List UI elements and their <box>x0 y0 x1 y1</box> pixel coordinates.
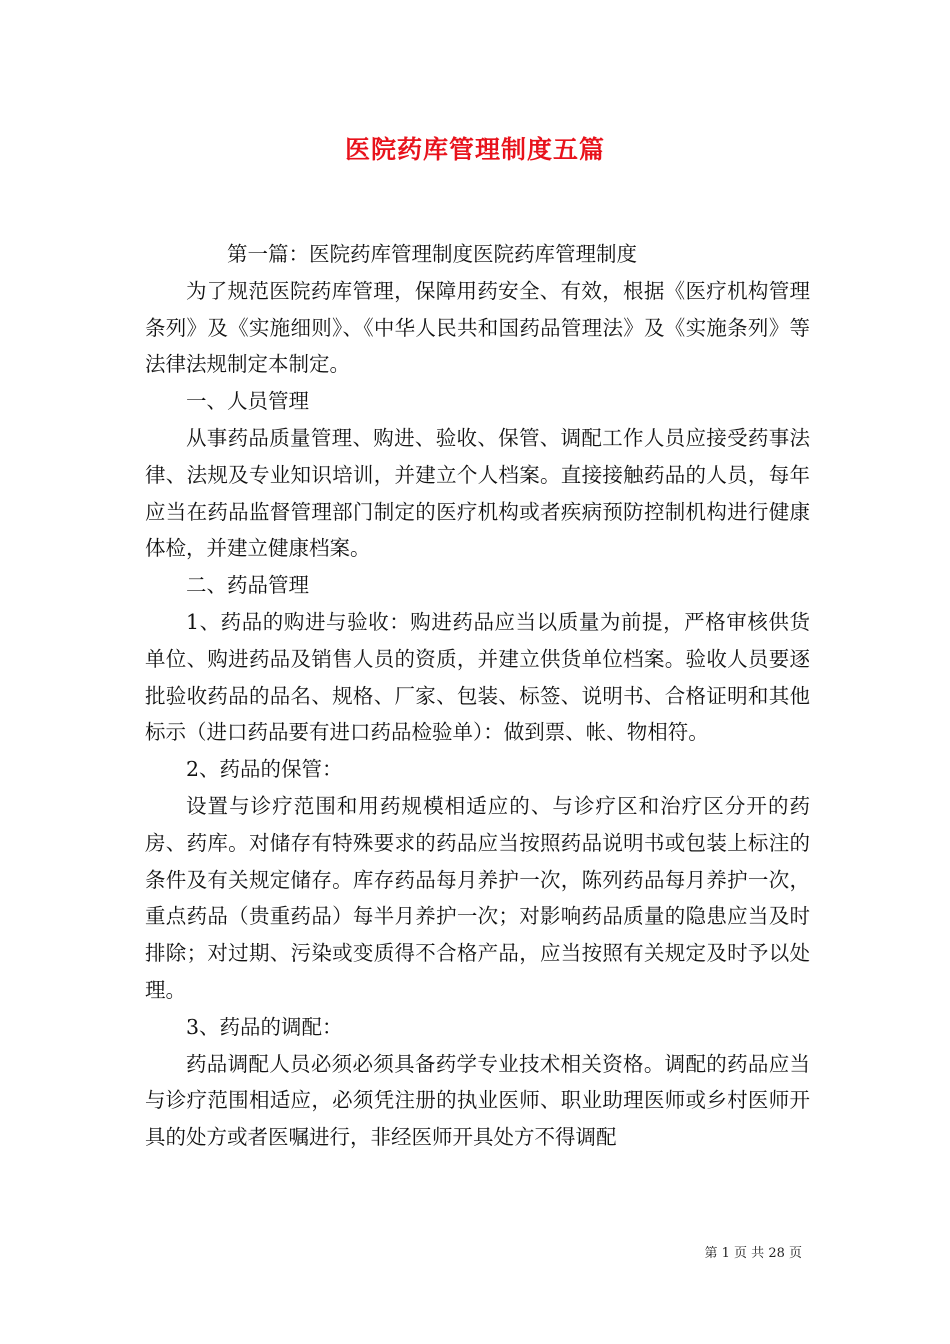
page-number: 第 1 页 共 28 页 <box>704 1246 802 1261</box>
storage-paragraph: 设置与诊疗范围和用药规模相适应的、与诊疗区和治疗区分开的药房、药库。对储存有特殊要求的药品应当按照药品说明书或包装上标注的条件及有关规定储存。库存药品每月养护一次，陈列药品每月养护一次，重点药品（贵重药品）每半月养护一次；对影响药品质量的隐患应当及时排除；对过期、污染或变质得不合格产品，应当按照有关规定及时予以处理。 <box>145 793 810 1002</box>
dispensing-paragraph: 药品调配人员必须必须具备药学专业技术相关资格。调配的药品应当与诊疗范围相适应，必须凭注册的执业医师、职业助理医师或乡村医师开具的处方或者医嘱进行，非经医师开具处方不得调配 <box>145 1051 810 1150</box>
subheading-dispensing: 3、药品的调配： <box>186 1014 343 1039</box>
purchase-acceptance-paragraph: 1、药品的购进与验收：购进药品应当以质量为前提，严格审核供货单位、购进药品及销售人员的资质，并建立供货单位档案。验收人员要逐批验收药品的品名、规格、厂家、包装、标签、说明书、合格证明和其他标示（进口药品要有进口药品检验单）：做到票、帐、物相符。 <box>145 609 810 745</box>
section-heading-drug-management: 二、药品管理 <box>186 573 309 598</box>
intro-paragraph: 为了规范医院药库管理，保障用药安全、有效，根据《医疗机构管理条列》及《实施细则》、《中华人民共和国药品管理法》及《实施条列》等法律法规制定本制定。 <box>145 278 810 377</box>
personnel-paragraph: 从事药品质量管理、购进、验收、保管、调配工作人员应接受药事法律、法规及专业知识培训，并建立个人档案。直接接触药品的人员，每年应当在药品监督管理部门制定的医疗机构或者疾病预防控制机构进行健康体检，并建立健康档案。 <box>145 425 810 561</box>
document-body <box>145 236 810 1156</box>
subheading-storage: 2、药品的保管： <box>186 757 343 782</box>
section-heading-part-one: 第一篇：医院药库管理制度医院药库管理制度 <box>227 242 637 266</box>
document-title: 医院药库管理制度五篇 <box>344 135 605 164</box>
section-heading-personnel: 一、人员管理 <box>186 389 309 414</box>
